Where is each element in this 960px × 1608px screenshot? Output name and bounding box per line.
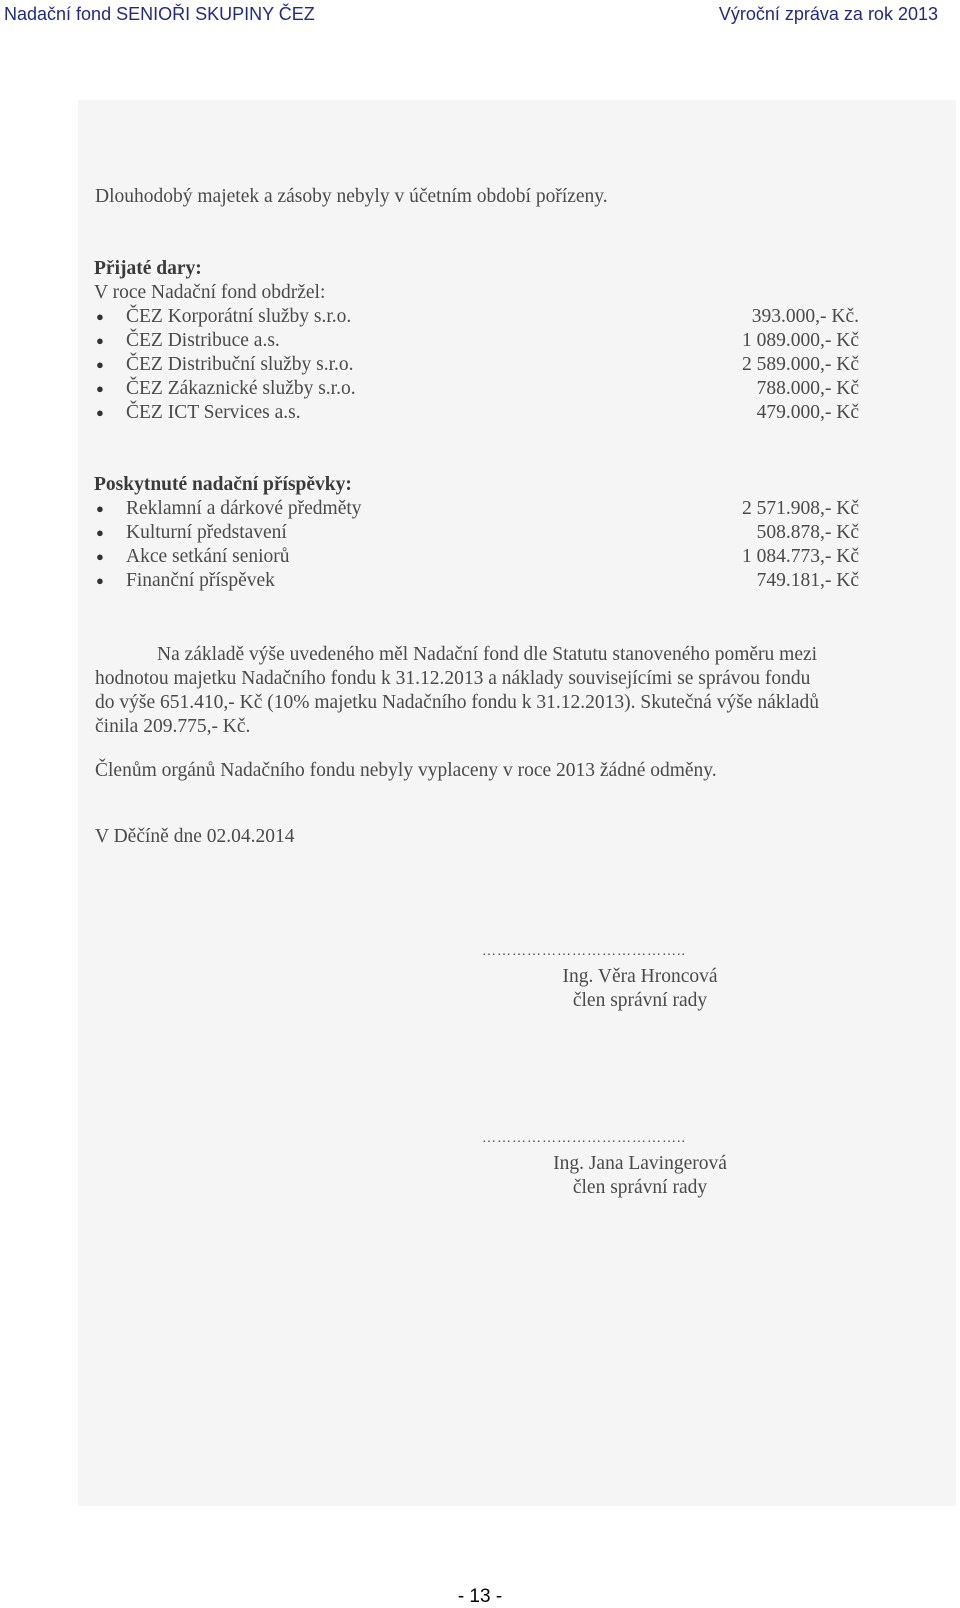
place-date: V Děčíně dne 02.04.2014 [95,826,295,847]
donor-name: ČEZ ICT Services a.s. [126,402,301,423]
donation-amount: 479.000,- Kč [756,402,859,423]
paragraph-line: hodnotou majetku Nadačního fondu k 31.12.2013 a náklady souvisejícími se správou fondu [95,668,811,689]
donation-amount: 788.000,- Kč [756,378,859,399]
contribution-name: Finanční příspěvek [126,570,275,591]
signature-line: ………………………………….. [482,944,686,959]
donation-amount: 2 589.000,- Kč [742,354,859,375]
bullet-icon: ● [96,525,104,540]
members-note: Členům orgánů Nadačního fondu nebyly vyplaceny v roce 2013 žádné odměny. [95,760,717,781]
donor-name: ČEZ Zákaznické služby s.r.o. [126,378,356,399]
paragraph-line: do výše 651.410,- Kč (10% majetku Nadačního fondu k 31.12.2013). Skutečná výše nákladů [95,692,820,713]
contribution-amount: 2 571.908,- Kč [742,498,859,519]
donor-name: ČEZ Korporátní služby s.r.o. [126,306,352,327]
contribution-name: Reklamní a dárkové předměty [126,498,362,519]
bullet-icon: ● [96,405,104,420]
donations-subheading: V roce Nadační fond obdržel: [94,282,326,303]
signatory-role: člen správní rady [572,1177,708,1198]
donation-amount: 1 089.000,- Kč [742,330,859,351]
paragraph-line: Na základě výše uvedeného měl Nadační fond dle Statutu stanoveného poměru mezi [157,644,818,665]
signatory-name: Ing. Věra Hroncová [562,966,718,987]
contribution-amount: 508.878,- Kč [756,522,859,543]
bullet-icon: ● [96,573,104,588]
header-organization: Nadační fond SENIOŘI SKUPINY ČEZ [4,4,315,24]
donation-amount: 393.000,- Kč. [751,306,859,327]
contribution-amount: 1 084.773,- Kč [742,546,859,567]
header-report-title: Výroční zpráva za rok 2013 [718,4,938,24]
bullet-icon: ● [96,381,104,396]
signatory-role: člen správní rady [572,990,708,1011]
bullet-icon: ● [96,549,104,564]
donations-heading: Přijaté dary: [94,258,202,279]
donor-name: ČEZ Distribuční služby s.r.o. [126,354,354,375]
paragraph-line: činila 209.775,- Kč. [95,716,251,737]
contribution-amount: 749.181,- Kč [756,570,859,591]
bullet-icon: ● [96,333,104,348]
contribution-name: Akce setkání seniorů [126,546,290,567]
bullet-icon: ● [96,501,104,516]
intro-text: Dlouhodobý majetek a zásoby nebyly v účetním období pořízeny. [95,186,608,207]
contributions-heading: Poskytnuté nadační příspěvky: [94,474,352,495]
page-number: - 13 - [457,1586,503,1607]
signature-line: ………………………………….. [482,1131,686,1146]
signatory-name: Ing. Jana Lavingerová [553,1153,727,1174]
bullet-icon: ● [96,309,104,324]
donor-name: ČEZ Distribuce a.s. [126,330,280,351]
bullet-icon: ● [96,357,104,372]
contribution-name: Kulturní představení [126,522,287,543]
